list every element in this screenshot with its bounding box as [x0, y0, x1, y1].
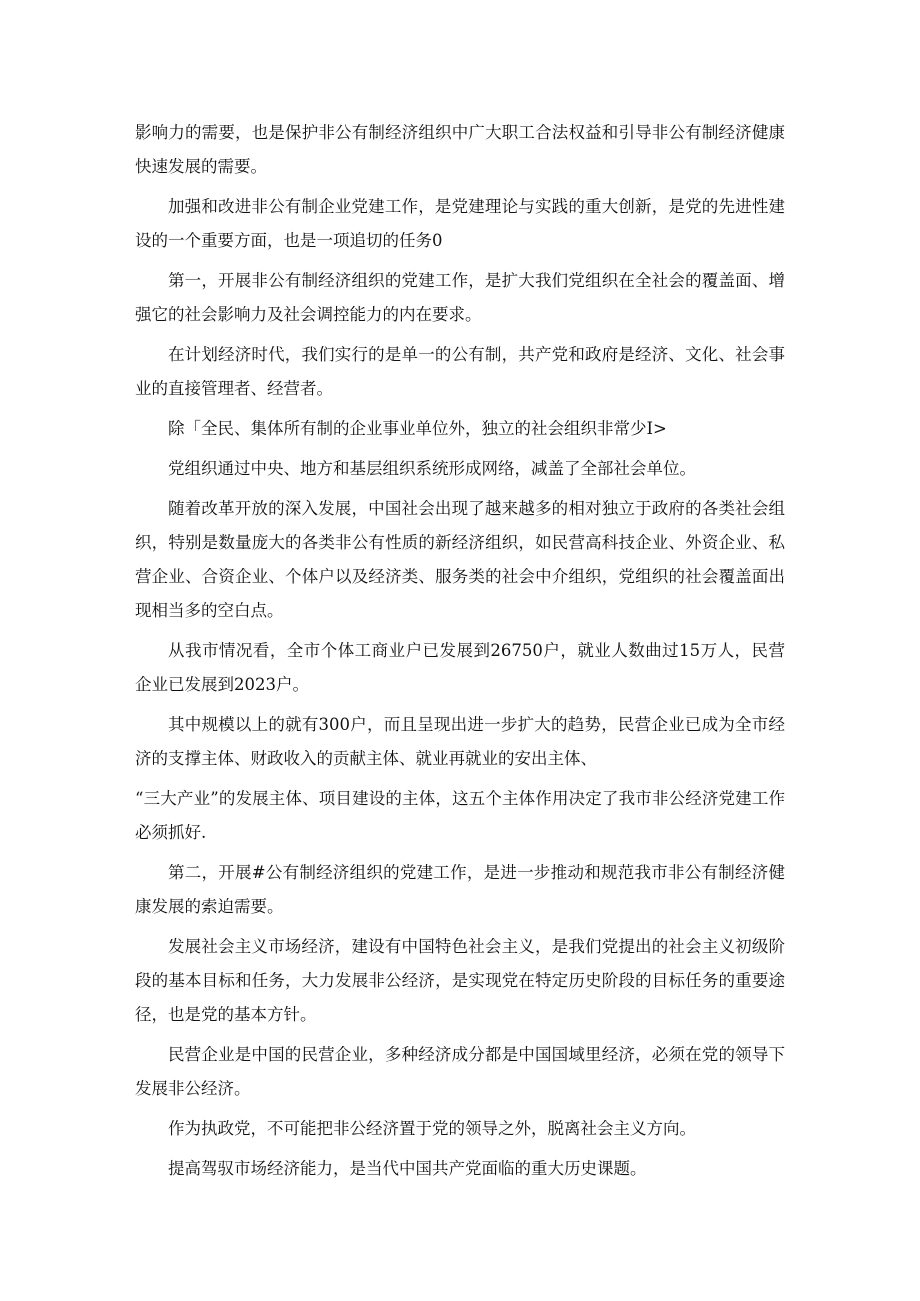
paragraph: 除「全民、集体所有制的企业事业单位外，独立的社会组织非常少I>: [168, 419, 667, 438]
paragraph: 第一，开展非公有制经济组织的党建工作，是扩大我们党组织在全社会的覆盖面、增强它的社会影响力及社会调控能力的内在要求。: [135, 271, 785, 324]
paragraph: 提高驾驭市场经济能力，是当代中国共产党面临的重大历史课题。: [168, 1159, 647, 1178]
paragraph: 作为执政党，不可能把非公经济置于党的领导之外，脱离社会主义方向。: [168, 1119, 696, 1138]
paragraph: 随着改革开放的深入发展，中国社会出现了越来越多的相对独立于政府的各类社会组织，特别是数量庞大的各类非公有性质的新经济组织，如民营高科技企业、外资企业、私营企业、合资企业、个体户以及经济类、服务类的社会中介组织，党组织的社会覆盖面出现相当多的空白点。: [135, 499, 785, 620]
paragraph: 第二，开展#公有制经济组织的党建工作，是进一步推动和规范我市非公有制经济健康发展的索迫需要。: [135, 863, 785, 916]
paragraph: 加强和改进非公有制企业党建工作，是党建理论与实践的重大创新，是党的先进性建设的一个重要方面，也是一项追切的任务0: [135, 197, 785, 250]
document-body: [135, 116, 785, 1192]
paragraph: 在计划经济时代，我们实行的是单一的公有制，共产党和政府是经济、文化、社会事业的直接管理者、经营者。: [135, 345, 785, 398]
paragraph: 发展社会主义市场经济，建设有中国特色社会主义，是我们党提出的社会主义初级阶段的基本目标和任务，大力发展非公经济，是实现党在特定历史阶段的目标任务的重要途径，也是党的基本方针。: [135, 937, 785, 1024]
paragraph: 从我市情况看，全市个体工商业户已发展到26750户，就业人数曲过15万人，民营企业已发展到2023户。: [135, 641, 785, 694]
paragraph: “三大产业”的发展主体、项目建设的主体，这五个主体作用决定了我市非公经济党建工作必须抓好.: [135, 789, 785, 842]
paragraph: 影响力的需要，也是保护非公有制经济组织中广大职工合法权益和引导非公有制经济健康快速发展的需要。: [135, 123, 785, 176]
paragraph: 民营企业是中国的民营企业，多种经济成分都是中国国域里经济，必须在党的领导下发展非公经济。: [135, 1045, 785, 1098]
paragraph: 其中规模以上的就有300户，而且呈现出进一步扩大的趋势，民营企业已成为全市经济的支撑主体、财政收入的贡献主体、就业再就业的安出主体、: [135, 715, 785, 768]
paragraph: 党组织通过中央、地方和基层组织系统形成网络，减盖了全部社会单位。: [168, 459, 696, 478]
